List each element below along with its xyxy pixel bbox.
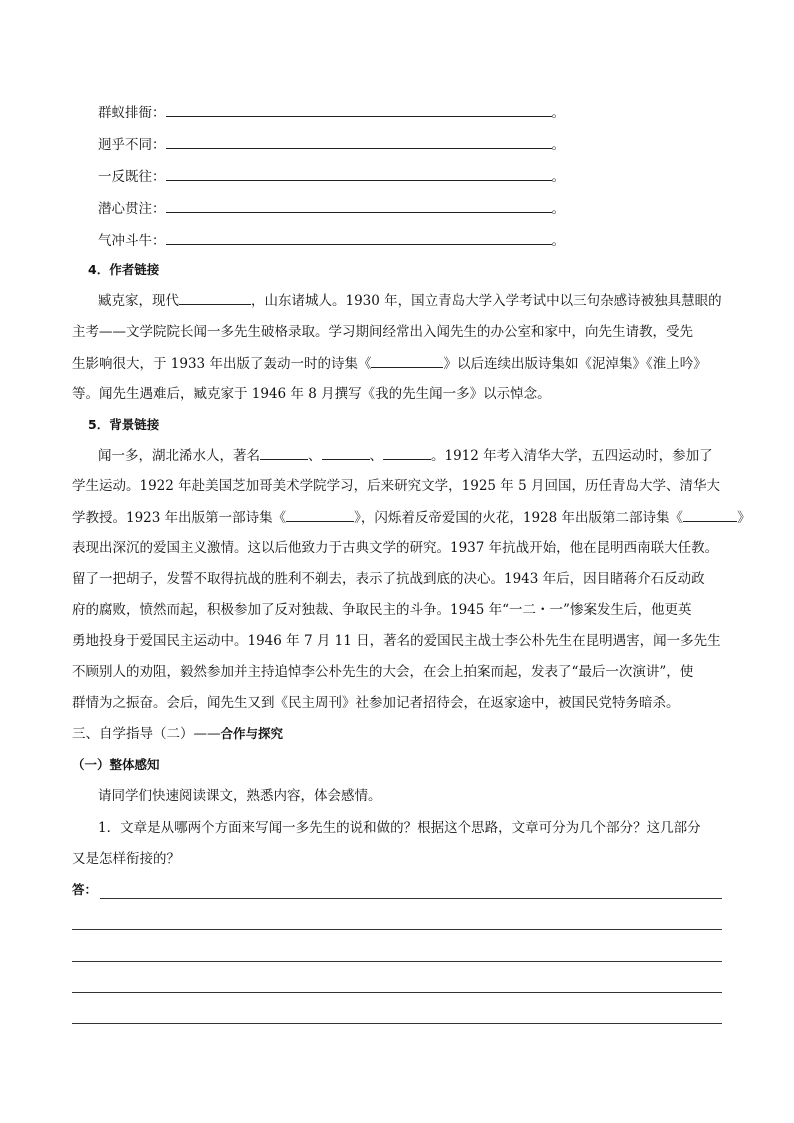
background-line-8: 不顾别人的劝阻，毅然参加并主持追悼李公朴先生的大会，在会上拍案而起，发表了“最后一次演讲”，使 [72,664,694,680]
separator: 、 [369,448,383,464]
vocab-answer-blank[interactable] [166,230,552,245]
answer-label-row [72,880,732,900]
vocab-term: 群蚁排衙： [98,105,166,121]
vocab-answer-blank[interactable] [166,166,552,181]
vocab-answer-blank[interactable] [166,102,552,117]
vocab-term: 潜心贯注： [98,201,166,217]
author-line-2: 主考——文学院院长闻一多先生破格录取。学习期间经常出入闻先生的办公室和家中，向先生请教，受先 [72,324,693,340]
answer-line-1[interactable] [100,898,722,899]
background-line-5: 留了一把胡子，发誓不取得抗战的胜利不剃去，表示了抗战到底的决心。1943 年后，因目睹蒋介石反动政 [72,571,705,587]
author-text: 生影响很大，于 1933 年出版了轰动一时的诗集《 [72,356,372,372]
author-era-blank[interactable] [179,290,251,305]
background-text: 学教授。1923 年出版第一部诗集《 [72,510,287,526]
vocab-row-2 [98,134,732,155]
question-1-line-2: 又是怎样衔接的？ [72,851,180,867]
answer-line-5[interactable] [72,1023,722,1024]
background-text: 》，闪烁着反帝爱国的火花，1928 年出版第二部诗集《 [354,510,684,526]
vocab-end-mark: 。 [551,169,565,185]
vocab-term: 一反既往： [98,169,166,185]
author-text: 臧克家，现代 [98,293,179,309]
instruction-text: 请同学们快速阅读课文，熟悉内容，体会感情。 [98,788,382,804]
background-text: 。1912 年考入清华大学，五四运动时，参加了 [431,448,713,464]
background-line-2: 学生运动。1922 年赴美国芝加哥美术学院学习，后来研究文学，1925 年 5 月回国，历任青岛大学、清华大 [72,478,720,494]
background-line-1 [98,445,732,466]
author-text: 》以后连续出版诗集如《泥淖集》《淮上吟》 [443,356,707,372]
background-text: 闻一多，湖北浠水人，著名 [98,448,260,464]
section-title-subtitle: 合作与探究 [220,726,284,741]
background-heading: 5．背景链接 [88,417,160,432]
author-line-1 [98,290,732,311]
vocab-end-mark: 。 [551,201,565,217]
answer-label: 答： [72,882,98,897]
background-line-7: 勇地投身于爱国民主运动中。1946 年 7 月 11 日，著名的爱国民主战士李公朴先生在昆明遇害，闻一多先生 [72,633,721,649]
vocab-end-mark: 。 [551,233,565,249]
answer-line-3[interactable] [72,961,722,962]
author-line-4: 等。闻先生遇难后，臧克家于 1946 年 8 月撰写《我的先生闻一多》以示悼念。 [72,386,551,402]
identity-blank-2[interactable] [322,445,370,460]
vocab-term: 迥乎不同： [98,137,166,153]
answer-line-4[interactable] [72,992,722,993]
author-heading: 4．作者链接 [88,262,160,277]
second-collection-blank[interactable] [683,507,737,522]
vocab-end-mark: 。 [551,137,565,153]
vocab-row-3 [98,166,732,187]
answer-line-2[interactable] [72,929,722,930]
background-text: 》 [737,510,751,526]
background-line-3 [72,507,751,528]
identity-blank-1[interactable] [260,445,308,460]
author-line-3 [72,353,732,374]
vocab-end-mark: 。 [551,105,565,121]
question-1-line-1: 1．文章是从哪两个方面来写闻一多先生的说和做的？根据这个思路，文章可分为几个部分？这几部分 [98,820,701,836]
background-line-6: 府的腐败，愤然而起，积极参加了反对独裁、争取民主的斗争。1945 年“一二・一”惨案发生后，他更英 [72,602,692,618]
poetry-collection-blank[interactable] [371,353,443,368]
vocab-term: 气冲斗牛： [98,233,166,249]
identity-blank-3[interactable] [383,445,431,460]
vocab-answer-blank[interactable] [166,134,552,149]
vocab-answer-blank[interactable] [166,198,552,213]
first-collection-blank[interactable] [286,507,354,522]
vocab-row-5 [98,230,732,251]
separator: 、 [308,448,322,464]
subsection-heading: （一）整体感知 [72,757,160,772]
background-line-9: 群情为之振奋。会后，闻先生又到《民主周刊》社参加记者招待会，在返家途中，被国民党特务暗杀。 [72,695,680,711]
vocab-row-4 [98,198,732,219]
section-title-text: 三、自学指导（二）—— [72,726,221,742]
author-text: ，山东诸城人。1930 年，国立青岛大学入学考试中以三句杂感诗被独具慧眼的 [251,293,722,309]
vocab-row-1 [98,102,732,123]
background-line-4: 表现出深沉的爱国主义激情。这以后他致力于古典文学的研究。1937 年抗战开始，他在昆明西南联大任教。 [72,540,719,556]
section-3-title [72,724,732,744]
